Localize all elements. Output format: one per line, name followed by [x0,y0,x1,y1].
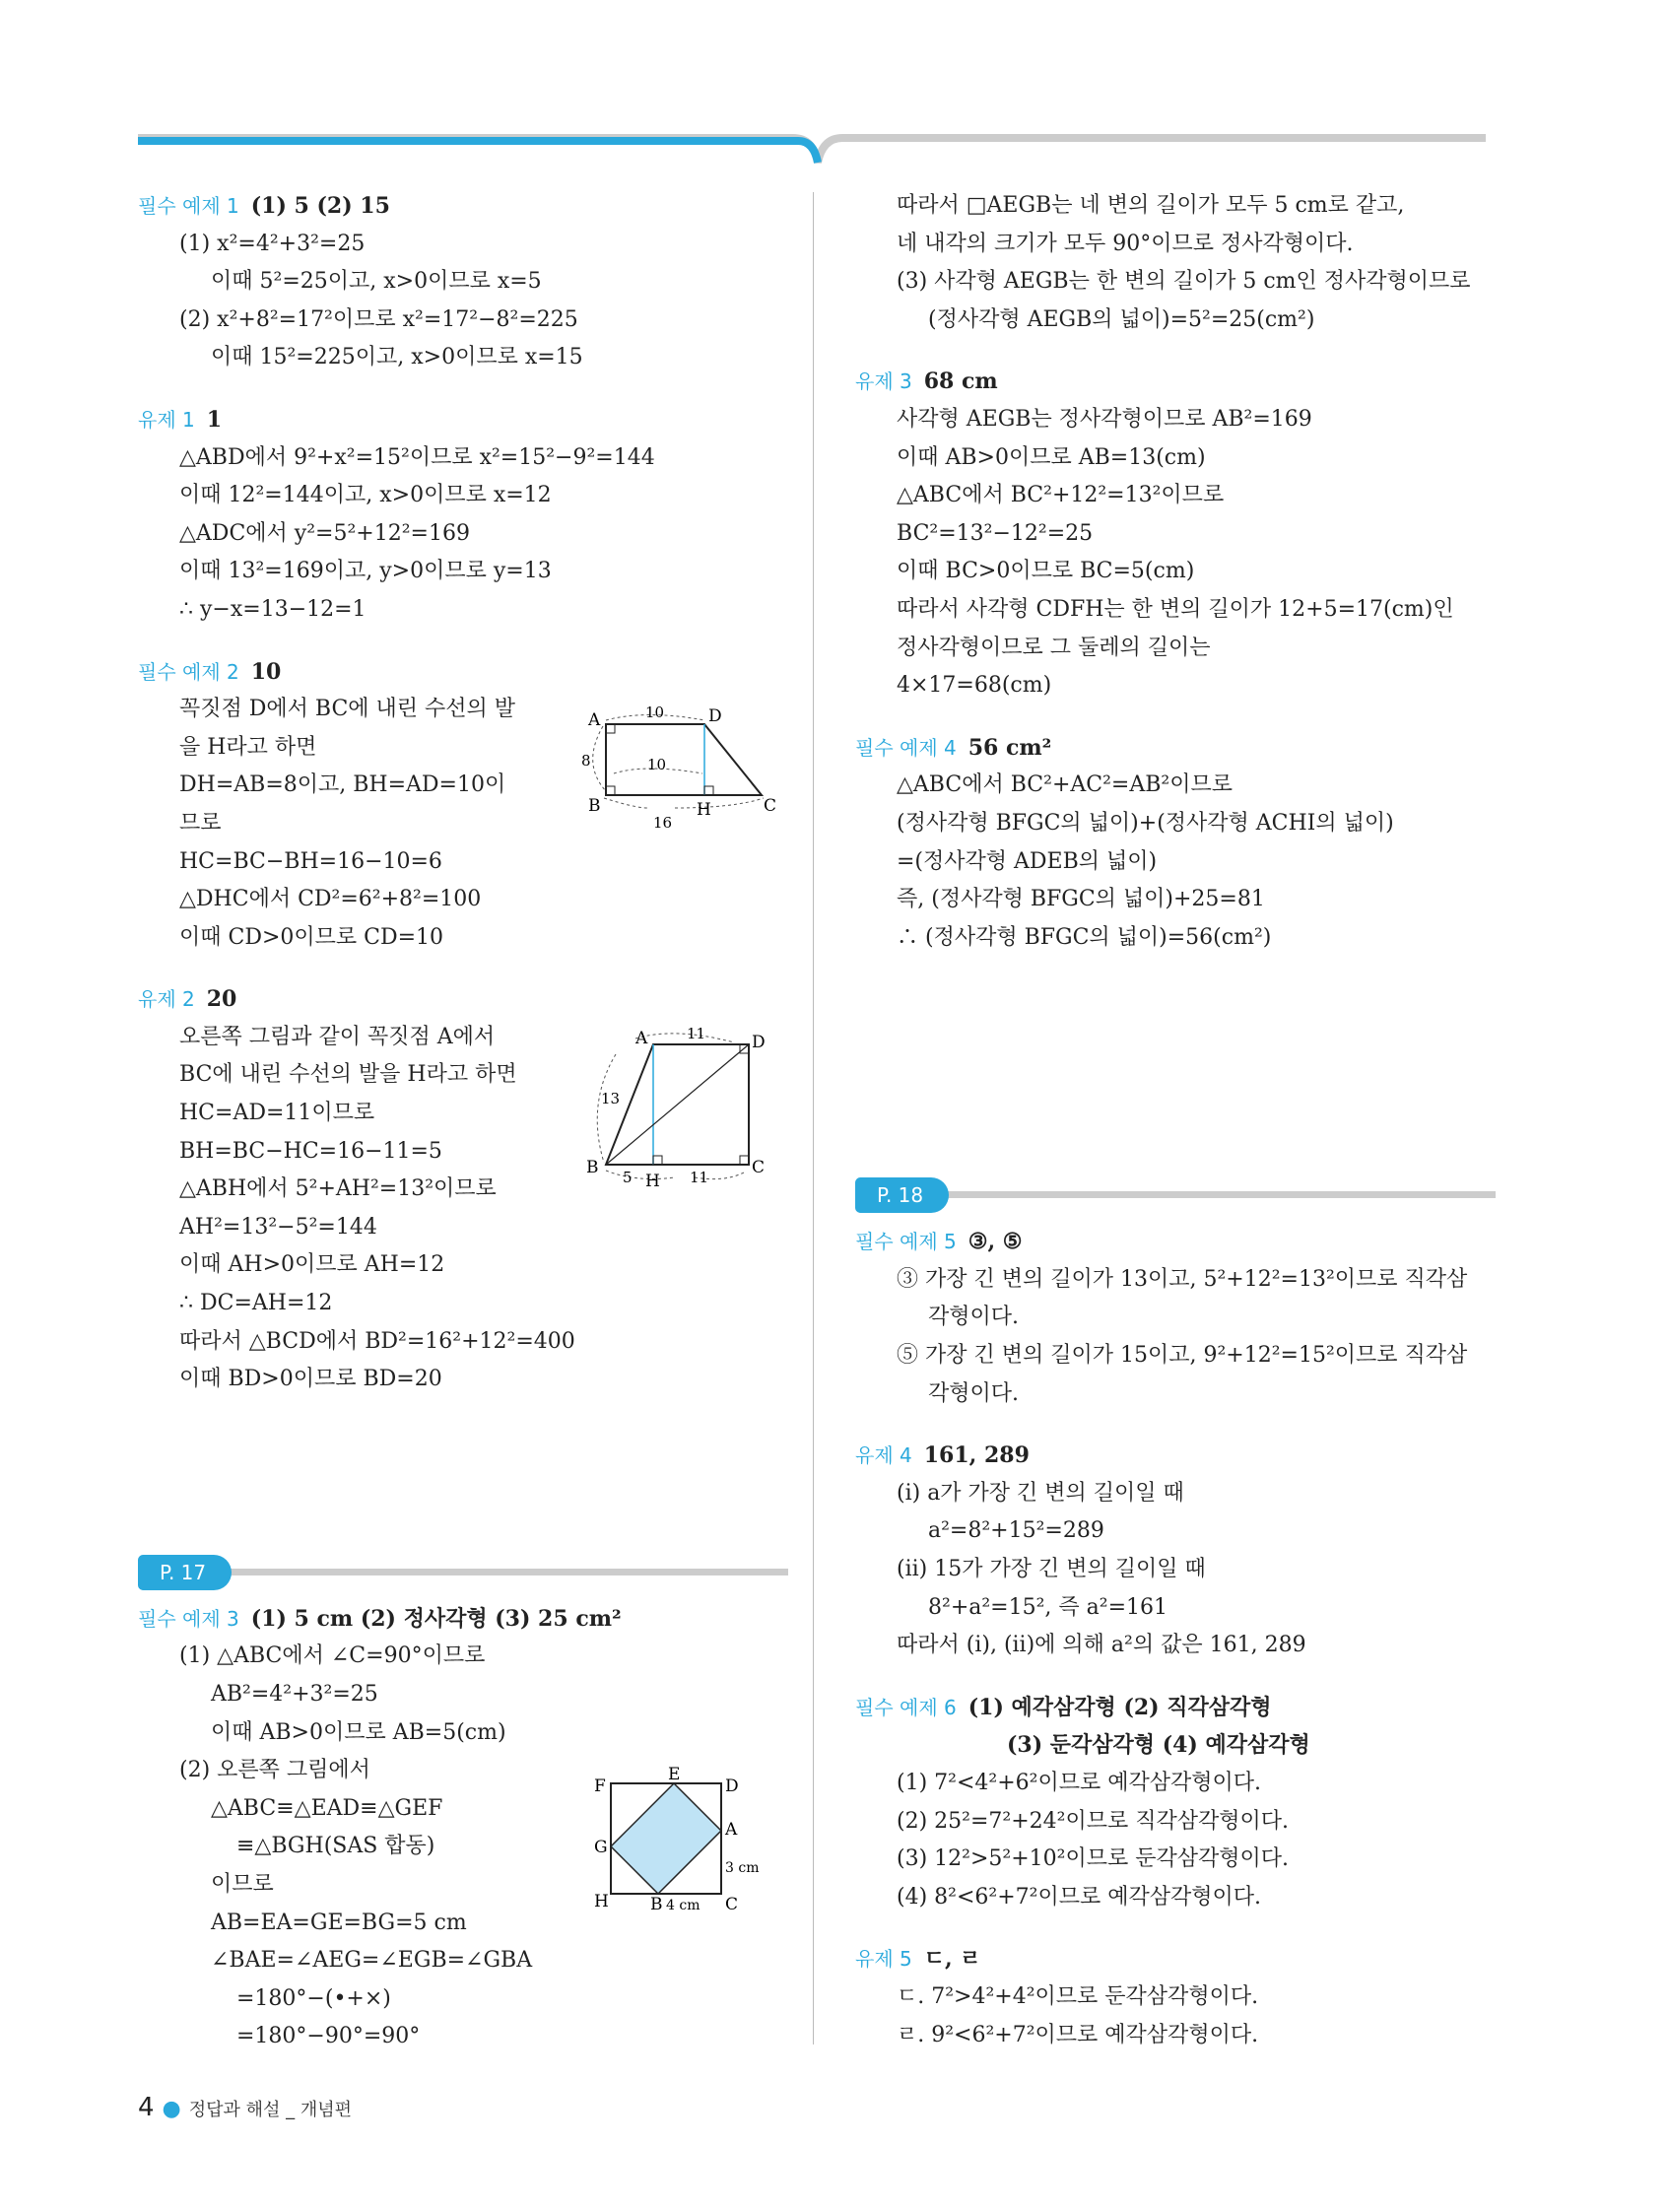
example-5-header [855,1223,1496,1261]
example-6-tag: 필수 예제 6 [855,1695,957,1719]
solution-line: △ABC≡△EAD≡△GEF [211,1795,443,1821]
page-18-badge: P. 18 [855,1177,949,1213]
solution-line: 각형이다. [928,1380,1020,1406]
solution-line: 따라서 △BCD에서 BD²=16²+12²=400 [179,1328,575,1354]
exercise-2-tag: 유제 2 [138,987,195,1012]
solution-line: ⑤ 가장 긴 변의 길이가 15이고, 9²+12²=15²이므로 직각삼 [897,1343,1468,1369]
solution-line: 각형이다. [928,1305,1020,1330]
top-header-band [0,0,1668,168]
label-A: A [725,1820,738,1840]
solution-line: AH²=13²−5²=144 [179,1214,377,1240]
example-6-answer-1: (1) 예각삼각형 (2) 직각삼각형 [967,1694,1272,1720]
solution-line: ㄹ. 9²<6²+7²이므로 예각삼각형이다. [897,2022,1259,2047]
solution-line: (정사각형 BFGC의 넓이)+(정사각형 ACHI의 넓이) [897,810,1394,836]
solution-line: ∴ (정사각형 BFGC의 넓이)=56(cm²) [897,924,1272,950]
label-A: A [635,1029,648,1048]
solution-line: 이때 5²=25이고, x>0이므로 x=5 [211,269,542,295]
label-B: B [650,1895,663,1911]
solution-line: ≡△BGH(SAS 합동) [236,1834,435,1859]
example-4-tag: 필수 예제 4 [855,735,957,760]
bullet-icon: ● [162,2097,181,2121]
solution-line: △ADC에서 y²=5²+12²=169 [179,520,470,546]
solution-line: 정사각형이므로 그 둘레의 길이는 [897,635,1211,660]
example-6-header-2 [855,1726,1496,1765]
solution-line: (4) 8²<6²+7²이므로 예각삼각형이다. [897,1884,1261,1910]
label-G: G [594,1838,608,1857]
page-17-band [138,1555,788,1594]
square-in-square-figure [589,1764,786,1911]
label-A: A [588,710,601,730]
solution-line: 4×17=68(cm) [897,673,1052,699]
example-2-answer: 10 [250,658,282,685]
label-top-10: 10 [645,704,665,721]
solution-line: 이때 AB>0이므로 AB=13(cm) [897,444,1206,470]
solution-line: 이므로 [211,1871,274,1897]
exercise-5-header [855,1940,1496,1978]
label-C: C [752,1158,766,1177]
label-C: C [725,1895,739,1911]
solution-line: (2) x²+8²=17²이므로 x²=17²−8²=225 [179,306,578,332]
solution-line: ㄷ. 7²>4²+4²이므로 둔각삼각형이다. [897,1983,1259,2009]
solution-line: 8²+a²=15², 즉 a²=161 [928,1594,1168,1620]
solution-line: △ABC에서 BC²+AC²=AB²이므로 [897,772,1233,798]
solution-line: a²=8²+15²=289 [928,1518,1104,1544]
example-5-tag: 필수 예제 5 [855,1230,957,1254]
label-C: C [764,796,777,816]
solution-line: (1) 7²<4²+6²이므로 예각삼각형이다. [897,1771,1261,1795]
label-H: H [697,800,711,820]
exercise-3-header [855,363,1496,401]
solution-line: (3) 사각형 AEGB는 한 변의 길이가 5 cm인 정사각형이므로 [897,269,1471,295]
exercise-4-tag: 유제 4 [855,1443,912,1468]
label-H: H [594,1892,609,1911]
solution-line: =180°−(•+×) [236,1985,391,2011]
label-F: F [594,1776,606,1796]
solution-line: 네 내각의 크기가 모두 90°이므로 정사각형이다. [897,231,1354,256]
solution-line: 이때 AH>0이므로 AH=12 [179,1252,445,1278]
exercise-3-answer: 68 cm [923,369,998,395]
solution-line: 따라서 사각형 CDFH는 한 변의 길이가 12+5=17(cm)인 [897,596,1454,622]
solution-line: (정사각형 AEGB의 넓이)=5²=25(cm²) [928,306,1315,332]
example-3-answer: (1) 5 cm (2) 정사각형 (3) 25 cm² [250,1605,622,1632]
label-B: B [586,1158,599,1177]
exercise-5-tag: 유제 5 [855,1947,912,1972]
label-8: 8 [581,752,591,770]
solution-line: (i) a가 가장 긴 변의 길이일 때 [897,1480,1184,1506]
exercise-2-header [138,980,788,1019]
solution-line: =180°−90°=90° [236,2024,421,2049]
label-D: D [752,1033,766,1052]
solution-line: BC²=13²−12²=25 [897,520,1094,546]
exercise-4-header [855,1437,1496,1475]
solution-line: 따라서 (i), (ii)에 의해 a²의 값은 161, 289 [897,1633,1306,1658]
solution-line: =(정사각형 ADEB의 넓이) [897,848,1158,874]
example-6-header [855,1689,1496,1727]
solution-line: 이때 12²=144이고, x>0이므로 x=12 [179,483,552,508]
exercise-3-tag: 유제 3 [855,369,912,394]
solution-line: AB=EA=GE=BG=5 cm [211,1910,467,1935]
solution-line: △ABC에서 BC²+12²=13²이므로 [897,483,1225,508]
solution-line: 므로 [179,810,222,836]
label-B: B [588,796,601,816]
exercise-5-answer: ㄷ, ㄹ [923,1946,981,1973]
solution-line: 따라서 □AEGB는 네 변의 길이가 모두 5 cm로 같고, [897,193,1405,218]
example-2-header [138,653,788,692]
solution-line: 이때 BC>0이므로 BC=5(cm) [897,559,1195,584]
page-17-badge: P. 17 [138,1555,232,1590]
solution-line: (ii) 15가 가장 긴 변의 길이일 때 [897,1557,1206,1582]
footer-title: 정답과 해설 _ 개념편 [188,2100,353,2120]
exercise-1-tag: 유제 1 [138,407,195,432]
right-column [855,187,1496,2054]
solution-line: (2) 25²=7²+24²이므로 직각삼각형이다. [897,1808,1289,1834]
trapezoid-diagonal-figure [576,1025,783,1192]
solution-line: 오른쪽 그림과 같이 꼭짓점 A에서 [179,1024,496,1049]
example-1-answer: (1) 5 (2) 15 [250,193,390,219]
solution-line: ③ 가장 긴 변의 길이가 13이고, 5²+12²=13²이므로 직각삼 [897,1266,1468,1292]
label-4cm: 4 cm [666,1898,701,1911]
solution-line: 을 H라고 하면 [179,734,317,760]
label-13: 13 [601,1090,621,1107]
solution-line: AB²=4²+3²=25 [211,1682,378,1707]
solution-line: ∠BAE=∠AEG=∠EGB=∠GBA [211,1948,533,1974]
solution-line: 이때 AB>0이므로 AB=5(cm) [211,1719,506,1745]
solution-line: 이때 15²=225이고, x>0이므로 x=15 [211,345,583,370]
solution-line: 사각형 AEGB는 정사각형이므로 AB²=169 [897,406,1312,432]
label-3cm: 3 cm [725,1860,760,1876]
column-divider [813,192,814,2044]
solution-line: BH=BC−HC=16−11=5 [179,1138,442,1164]
solution-line: 이때 CD>0이므로 CD=10 [179,924,444,950]
example-4-header [855,729,1496,768]
solution-line: DH=AB=8이고, BH=AD=10이 [179,772,506,798]
solution-line: △ABH에서 5²+AH²=13²이므로 [179,1176,497,1202]
page-18-band [855,1177,1496,1217]
label-16: 16 [653,814,673,832]
solution-line: HC=AD=11이므로 [179,1101,375,1126]
solution-line: 이때 BD>0이므로 BD=20 [179,1367,442,1392]
label-11-bottom: 11 [690,1169,709,1186]
solution-line: ∴ y−x=13−12=1 [179,596,367,622]
solution-line: ∴ DC=AH=12 [179,1291,333,1316]
solution-line: (3) 12²>5²+10²이므로 둔각삼각형이다. [897,1846,1289,1872]
example-1-header [138,187,788,226]
example-1-tag: 필수 예제 1 [138,194,239,218]
page-number: 4 [138,2093,155,2122]
solution-line: 즉, (정사각형 BFGC의 넓이)+25=81 [897,887,1265,912]
label-D: D [725,1776,739,1796]
exercise-1-answer: 1 [206,406,223,433]
trapezoid-figure [576,704,783,842]
label-H: H [645,1172,660,1191]
solution-line: (1) △ABC에서 ∠C=90°이므로 [179,1643,486,1669]
label-11-top: 11 [687,1025,706,1042]
example-6-answer-2: (3) 둔각삼각형 (4) 예각삼각형 [1007,1732,1310,1759]
label-E: E [668,1765,681,1784]
solution-line: (2) 오른쪽 그림에서 [179,1758,370,1783]
label-D: D [708,706,722,726]
example-3-header [138,1600,788,1639]
solution-line: △ABD에서 9²+x²=15²이므로 x²=15²−9²=144 [179,444,655,470]
solution-line: 이때 13²=169이고, y>0이므로 y=13 [179,559,552,584]
example-2-tag: 필수 예제 2 [138,659,239,684]
label-mid-10: 10 [647,756,667,773]
exercise-1-header [138,401,788,439]
exercise-2-answer: 20 [206,986,237,1013]
solution-line: (1) x²=4²+3²=25 [179,231,366,256]
label-5: 5 [623,1169,633,1186]
solution-line: BC에 내린 수선의 발을 H라고 하면 [179,1062,517,1088]
example-3-tag: 필수 예제 3 [138,1606,239,1631]
solution-line: △DHC에서 CD²=6²+8²=100 [179,887,482,912]
solution-line: HC=BC−BH=16−10=6 [179,848,442,874]
page-footer [138,2093,352,2122]
example-5-answer: ③, ⑤ [967,1229,1023,1255]
example-4-answer: 56 cm² [967,734,1052,761]
solution-line: 꼭짓점 D에서 BC에 내린 수선의 발 [179,697,516,722]
exercise-4-answer: 161, 289 [923,1442,1030,1469]
